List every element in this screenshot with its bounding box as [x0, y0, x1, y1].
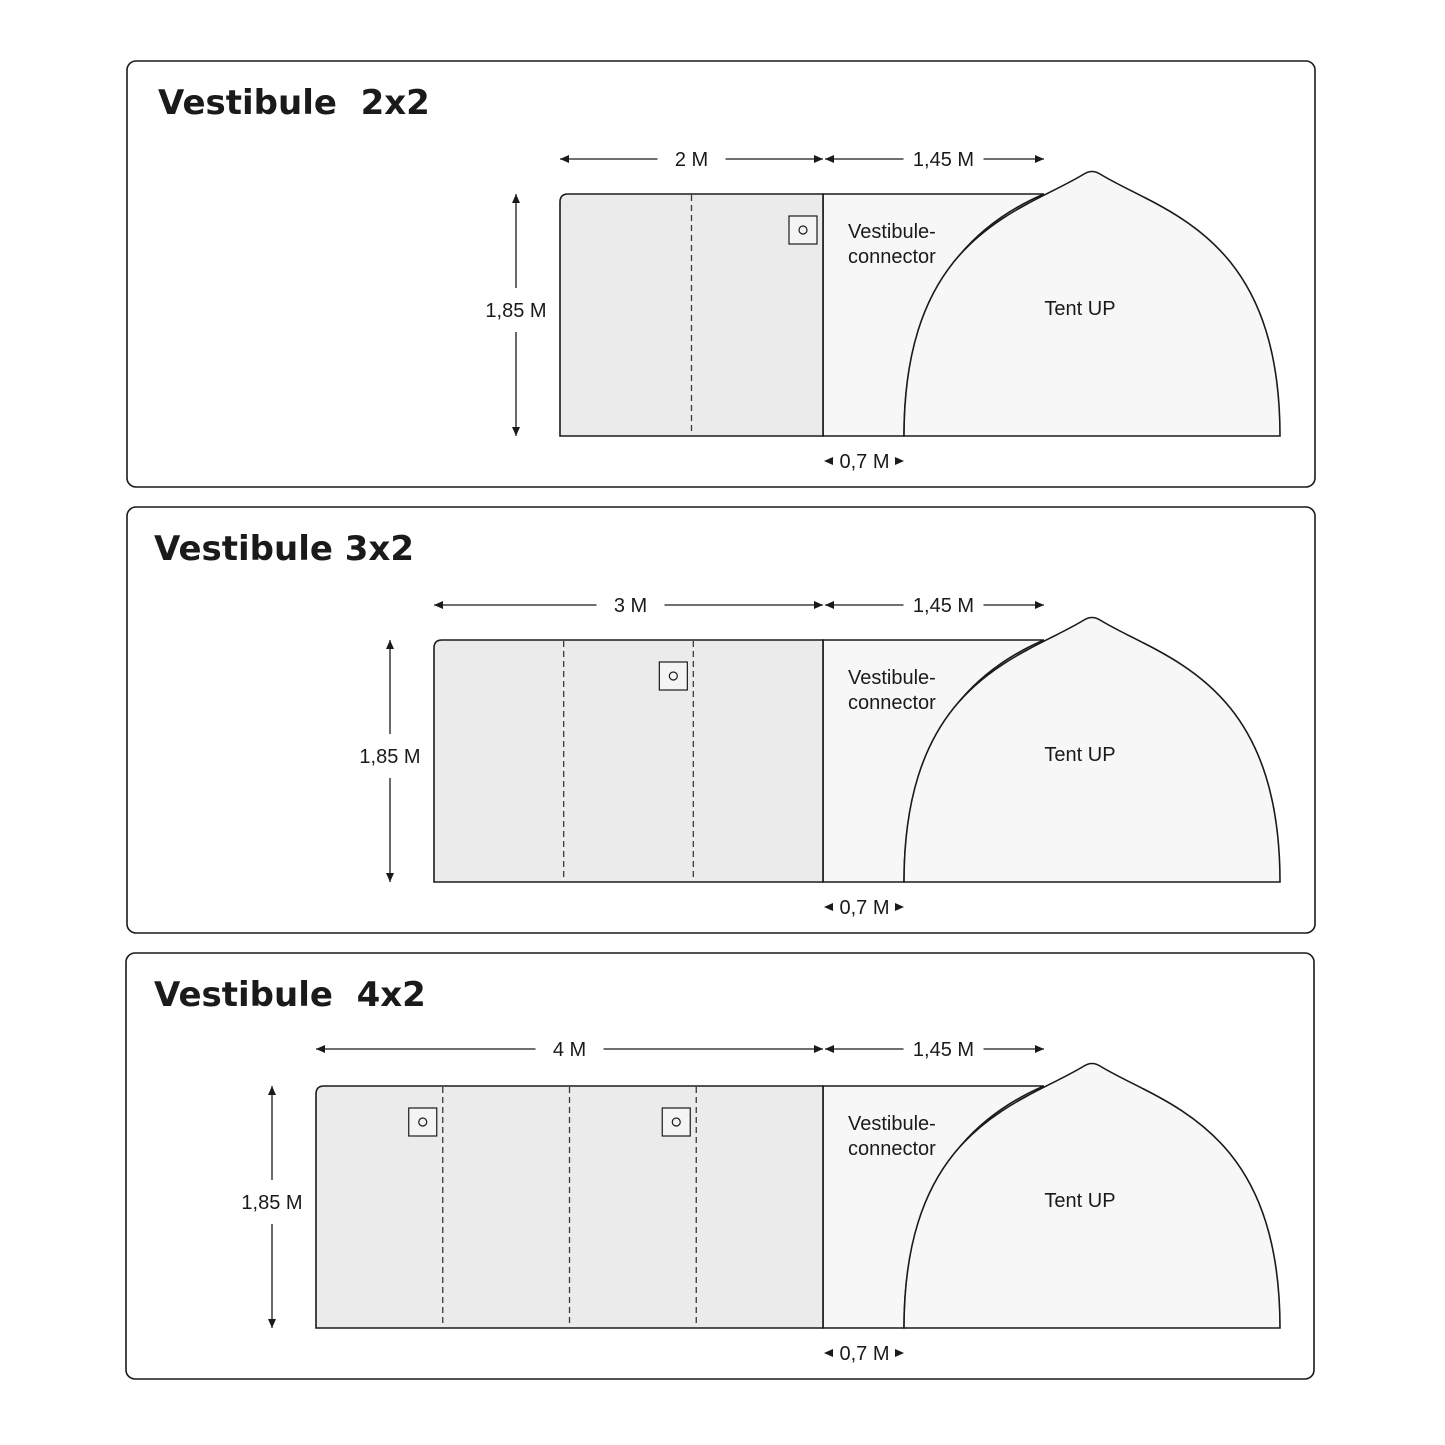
height-label: 1,85 M: [241, 1192, 303, 1214]
vestibule-length-label: 3 M: [613, 595, 648, 617]
connector-length-label: 1,45 M: [912, 149, 975, 171]
panel-vestibule-4x2: [126, 953, 1314, 1379]
panel-vestibule-2x2: [127, 61, 1315, 487]
gap-label: 0,7 M: [839, 1343, 890, 1365]
connector-length-label: 1,45 M: [912, 1039, 975, 1061]
window-icon: [409, 1108, 437, 1136]
window-icon: [659, 662, 687, 690]
vestibule-shape: [434, 640, 823, 882]
vestibule-length-label: 4 M: [552, 1039, 587, 1061]
window-frame: [789, 216, 817, 244]
window-frame: [659, 662, 687, 690]
connector-label-line: connector: [848, 692, 936, 714]
tent-up-label: Tent UP: [1044, 744, 1116, 766]
panel-title: Vestibule 3x2: [154, 529, 414, 569]
connector-label-line: Vestibule-: [848, 667, 936, 689]
window-icon: [789, 216, 817, 244]
connector-length-label: 1,45 M: [912, 595, 975, 617]
tent-up-label: Tent UP: [1044, 298, 1116, 320]
height-label: 1,85 M: [485, 300, 547, 322]
vestibule-length-label: 2 M: [674, 149, 709, 171]
window-frame: [662, 1108, 690, 1136]
panel-title: Vestibule 4x2: [154, 975, 426, 1015]
tent-up-label: Tent UP: [1044, 1190, 1116, 1212]
gap-label: 0,7 M: [839, 897, 890, 919]
panel-vestibule-3x2: [127, 507, 1315, 933]
gap-label: 0,7 M: [839, 451, 890, 473]
window-icon: [662, 1108, 690, 1136]
panel-title: Vestibule 2x2: [158, 83, 430, 123]
connector-label-line: Vestibule-: [848, 221, 936, 243]
height-label: 1,85 M: [359, 746, 421, 768]
window-frame: [409, 1108, 437, 1136]
connector-label-line: Vestibule-: [848, 1113, 936, 1135]
connector-label-line: connector: [848, 1138, 936, 1160]
connector-label-line: connector: [848, 246, 936, 268]
